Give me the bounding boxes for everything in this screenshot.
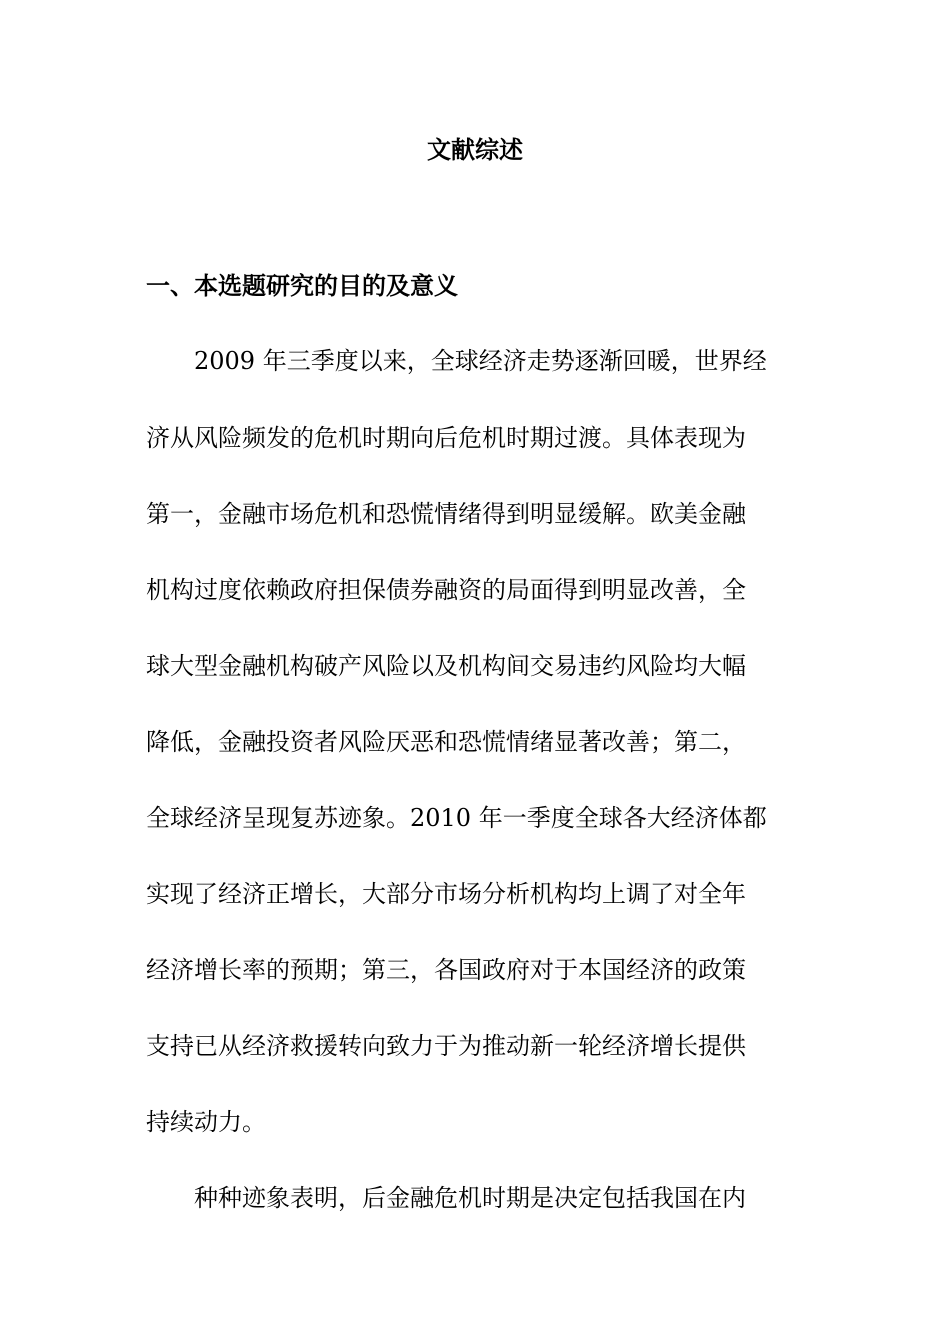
document-title: 文献综述 [427, 136, 523, 164]
paragraph-2-line: 种种迹象表明，后金融危机时期是决定包括我国在内 [194, 1184, 746, 1212]
paragraph-1-line: 机构过度依赖政府担保债券融资的局面得到明显改善，全 [146, 576, 746, 604]
paragraph-1-line: 实现了经济正增长，大部分市场分析机构均上调了对全年 [146, 880, 746, 908]
paragraph-1-line: 支持已从经济救援转向致力于为推动新一轮经济增长提供 [146, 1032, 746, 1060]
paragraph-1-line: 第一，金融市场危机和恐慌情绪得到明显缓解。欧美金融 [146, 500, 746, 528]
section-heading: 一、本选题研究的目的及意义 [146, 272, 458, 300]
paragraph-1-line: 降低，金融投资者风险厌恶和恐慌情绪显著改善；第二， [146, 728, 746, 756]
paragraph-1-line: 持续动力。 [146, 1108, 266, 1136]
paragraph-1-line: 全球经济呈现复苏迹象。2010 年一季度全球各大经济体都 [146, 804, 767, 832]
paragraph-1-line: 球大型金融机构破产风险以及机构间交易违约风险均大幅 [146, 652, 746, 680]
paragraph-1-line: 2009 年三季度以来，全球经济走势逐渐回暖，世界经 [194, 347, 767, 375]
paragraph-1-line: 经济增长率的预期；第三，各国政府对于本国经济的政策 [146, 956, 746, 984]
paragraph-1-line: 济从风险频发的危机时期向后危机时期过渡。具体表现为 [146, 424, 746, 452]
